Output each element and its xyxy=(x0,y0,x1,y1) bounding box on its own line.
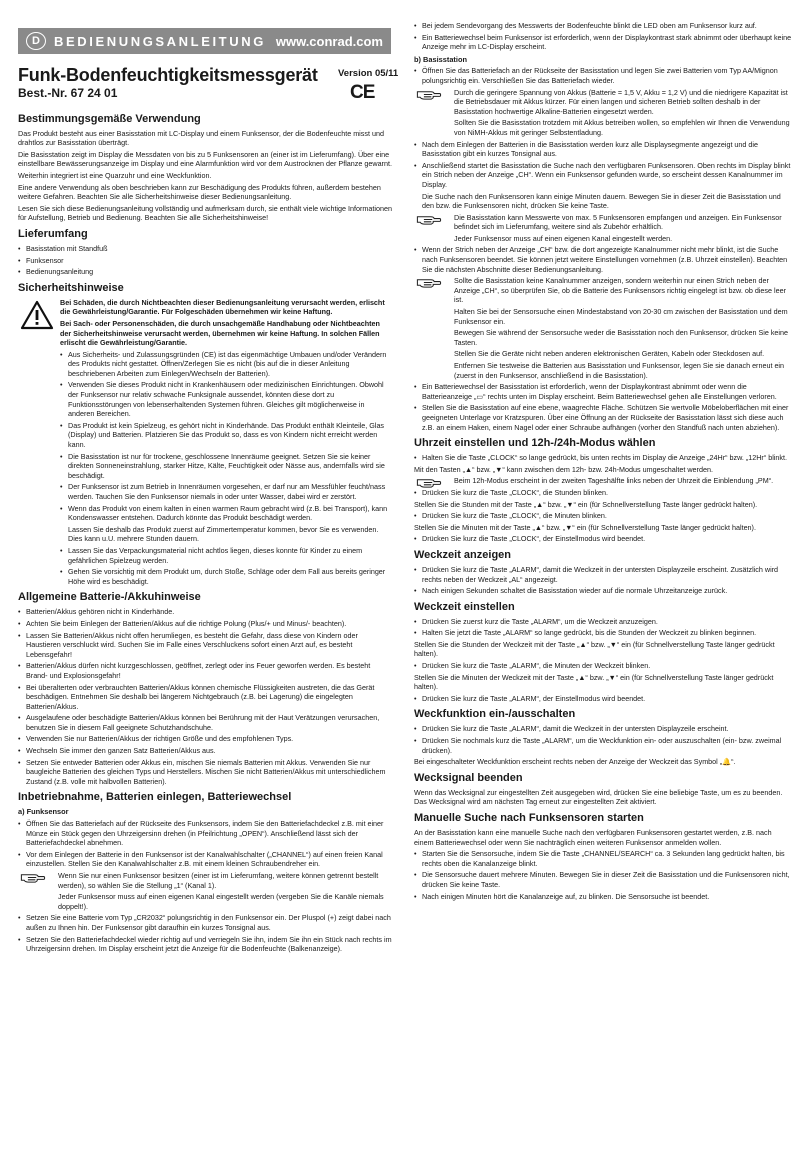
list-item: • Gehen Sie vorsichtig mit dem Produkt um, durch Stoße, Schläge oder dem Fall aus bereits geringer Höhe wird es beschädigt. xyxy=(60,567,392,586)
section-heading: Lieferumfang xyxy=(18,227,88,240)
note-block xyxy=(18,871,392,911)
paragraph: Lassen Sie deshalb das Produkt zuerst auf Zimmertemperatur kommen, bevor Sie es verwenden. Dies kann u.U. mehrere Stunden dauern. xyxy=(68,524,379,544)
version-label: Version 05/11 xyxy=(338,68,399,79)
list-item: • Öffnen Sie das Batteriefach an der Rückseite der Basisstation und legen Sie zwei Batterien vom Typ AA/Mignon polungsrichtig ein. Verschließen Sie das Batteriefach wieder. xyxy=(414,66,792,85)
list-item: • Lassen Sie Batterien/Akkus nicht offen herumliegen, es besteht die Gefahr, dass diese von Kindern oder Haustieren verschluckt wird. Suchen Sie im Falle eines Verschluckens sofort einen Arzt auf, es besteht Lebensgefahr! xyxy=(18,631,392,660)
list-item: • Batterien/Akkus gehören nicht in Kinderhände. xyxy=(18,607,392,617)
section-heading: Weckzeit einstellen xyxy=(414,600,515,613)
list-item: • Setzen Sie den Batteriefachdeckel wieder richtig auf und verriegeln Sie ihn, indem Sie ihn ein Stück nach rechts im Uhrzeigersinn drehen. Im Display erscheint jetzt die Anzeige für die Bodenfeuchte (Balkenanzeige). xyxy=(18,935,392,954)
list-item: • Drücken Sie zuerst kurz die Taste „ALARM“, um die Weckzeit anzuzeigen. xyxy=(414,617,792,627)
paragraph: Sollten Sie die Basisstation trotzdem mit Akkus betreiben wollen, so empfehlen wir Ihnen die Verwendung von NiMH-Akkus mit geringer Selbstentladung. xyxy=(454,118,790,137)
list-item: • Drücken Sie kurz die Taste „ALARM“, damit die Weckzeit in der untersten Displayzeile erscheint. xyxy=(414,724,792,734)
paragraph: Die Basisstation kann Messwerte von max. 5 Funksensoren empfangen und anzeigen. Ein Funksensor befindet sich im Lieferumfang, weitere sind als Zubehör erhältlich. xyxy=(454,212,782,232)
section-heading: Wecksignal beenden xyxy=(414,771,523,784)
paragraph: An der Basisstation kann eine manuelle Suche nach den verfügbaren Funksensoren gestartet werden, z.B. nach einem Batteriewechsel oder wenn Sie nachträglich einen weiteren Funksensor anmelden wollen. xyxy=(414,828,772,847)
note-block xyxy=(414,88,792,138)
paragraph: Entfernen Sie testweise die Batterien aus Basisstation und Funksensor, legen Sie sie danach erneut ein (zuerst in den Funksensor, anschließend in die Basisstation). xyxy=(454,361,785,380)
list-item: • Halten Sie jetzt die Taste „ALARM“ so lange gedrückt, bis die Stunden der Weckzeit zu blinken beginnen. xyxy=(414,628,792,638)
list-item: • Bei jedem Sendevorgang des Messwerts der Bodenfeuchte blinkt die LED oben am Funksensor kurz auf. xyxy=(414,21,792,31)
warning-triangle-icon xyxy=(20,300,54,330)
note-block xyxy=(414,213,792,244)
subsection-heading: a) Funksensor xyxy=(18,807,69,817)
list-item: • Lassen Sie das Verpackungsmaterial nicht achtlos liegen, dieses konnte für Kinder zu einem gefährlichen Spielzeug werden. xyxy=(60,546,392,565)
list-item: • Verwenden Sie nur Batterien/Akkus der richtigen Größe und des empfohlenen Typs. xyxy=(18,734,392,744)
list-item: • Drücken Sie kurz die Taste „CLOCK“, der Einstellmodus wird beendet. xyxy=(414,534,792,544)
list-item: • Nach einigen Sekunden schaltet die Basisstation wieder auf die normale Uhrzeitanzeige zurück. xyxy=(414,586,792,596)
list-item: • Verwenden Sie dieses Produkt nicht in Krankenhäusern oder medizinischen Einrichtungen. Obwohl der Funksensor nur relativ schwache Funksignale aussendet, könnten diese dort zu Funktionsstörungen von lebenserhaltenden Systemen führen. Gleiches gilt möglicherweise in anderen Bereichen. xyxy=(60,380,392,418)
note-block xyxy=(414,476,792,486)
section-heading: Manuelle Suche nach Funksensoren starten xyxy=(414,812,644,824)
paragraph: Stellen Sie die Minuten der Weckzeit mit der Taste „▲“ bzw. „▼“ ein (für Schnellverstellung Taste länger gedrückt halten). xyxy=(414,672,774,692)
paragraph: Halten Sie bei der Sensorsuche einen Mindestabstand von 20-30 cm zwischen der Basisstation und dem Funksensor ein. xyxy=(454,307,788,326)
note-block xyxy=(414,276,792,380)
section-heading: Bestimmungsgemäße Verwendung xyxy=(18,112,201,125)
list-item: • Drücken Sie kurz die Taste „ALARM“, der Einstellmodus wird beendet. xyxy=(414,694,792,704)
paragraph: Durch die geringere Spannung von Akkus (Batterie = 1,5 V, Akku = 1,2 V) und die niedrigere Kapazität ist die Betriebsdauer mit Akkus kürzer. Für einen langen und sicheren Betrieb sollten deshalb in der Basisstation hochwertige Alkaline-Batterien eingesetzt werden. xyxy=(454,87,788,116)
safety-block xyxy=(18,298,392,587)
list-item: • Ein Batteriewechsel der Basisstation ist erforderlich, wenn der Displaykontrast abnimmt oder wenn die Batterieanzeige „▭“ rechts unten im Display erscheint. Beim Batteriewechsel gehen alle Einstellungen verloren. xyxy=(414,382,792,401)
section-heading: Inbetriebnahme, Batterien einlegen, Batteriewechsel xyxy=(18,791,292,804)
header-bar xyxy=(18,28,391,54)
list-item: • Batterien/Akkus dürfen nicht kurzgeschlossen, geöffnet, zerlegt oder ins Feuer geworfen werden. Es besteht Brand- und Explosionsgefahr! xyxy=(18,661,392,680)
battery-list xyxy=(18,607,392,786)
header-title: BEDIENUNGSANLEITUNG xyxy=(54,34,266,49)
paragraph: Bei eingeschalteter Weckfunktion erscheint rechts neben der Anzeige der Weckzeit das Symbol „🔔“. xyxy=(414,757,736,767)
website-link[interactable]: www.conrad.com xyxy=(275,34,383,49)
list-item: • Ein Batteriewechsel beim Funksensor ist erforderlich, wenn der Displaykontrast stark abnimmt oder überhaupt keine Anzeige mehr im LC-Display erscheint. xyxy=(414,33,792,52)
pointing-hand-icon xyxy=(416,213,442,226)
pointing-hand-icon xyxy=(416,276,442,289)
list-item: • Halten Sie die Taste „CLOCK“ so lange gedrückt, bis unten rechts im Display die Anzeige „24Hr“ bzw. „12Hr“ blinkt. xyxy=(414,453,792,463)
list-item: • Nach dem Einlegen der Batterien in die Basisstation werden kurz alle Displaysegmente angezeigt und die Basisstation gibt ein kurzes Tonsignal aus. xyxy=(414,140,792,159)
list-item: • Anschließend startet die Basisstation die Suche nach den verfügbaren Funksensoren. Oben rechts im Display blinkt ein Strich neben der Anzeige „CH“. Wenn ein Funksensor gefunden wurde, so erscheint dessen Kanalnummer im Display. xyxy=(414,161,792,190)
list-item: • Stellen Sie die Basisstation auf eine ebene, waagrechte Fläche. Schützen Sie wertvolle Möbeloberflächen mit einer geeigneten Unterlage vor Kratzspuren. Über eine Öffnung an der Rückseite der Basisstation lässt sich diese auch z.B. an einem Haken, einem Nagel oder einer Schraube aufhängen (vorher den Standfuß nach unten abziehen). xyxy=(414,403,792,432)
article-number: Best.-Nr. 67 24 01 xyxy=(18,86,118,100)
list-item: • Achten Sie beim Einlegen der Batterien/Akkus auf die richtige Polung (Plus/+ und Minus/- beachten). xyxy=(18,619,392,629)
list-item: • Das Produkt ist kein Spielzeug, es gehört nicht in Kinderhände. Das Produkt enthält Kleinteile, Glas (Display) und Batterien. Platzieren Sie das Produkt so, dass es von Kindern nicht erreicht werden kann. xyxy=(60,421,392,450)
product-title: Funk-Bodenfeuchtigkeitsmessgerät xyxy=(18,65,318,85)
section-heading: Weckfunktion ein-/ausschalten xyxy=(414,708,576,721)
list-item: • Wenn der Strich neben der Anzeige „CH“ bzw. die dort angezeigte Kanalnummer nicht mehr blinkt, ist die Suche nach Funksensoren beendet. Sie können jetzt weitere Einstellungen vornehmen (z.B. Uhrzeit einstellen). Beachten Sie die nächsten Abschnitte dieser Bedienungsanleitung. xyxy=(414,245,792,274)
paragraph: Die Suche nach den Funksensoren kann einige Minuten dauern. Bewegen Sie in dieser Zeit die Basisstation und den bzw. die Funksensoren nicht, drücken Sie keine Taste. xyxy=(422,191,781,211)
conrad-d-logo: D xyxy=(26,32,46,50)
list-item: • Öffnen Sie das Batteriefach auf der Rückseite des Funksensors, indem Sie den Batteriefachdeckel z.B. mit einer Münze ein Stück gegen den Uhrzeigersinn drehen (in Pfeilrichtung „OPEN“). Anschließend lässt sich der Batteriefachdeckel abnehmen. xyxy=(18,819,392,848)
list-item: • Setzen Sie eine Batterie vom Typ „CR2032“ polungsrichtig in den Funksensor ein. Der Pluspol (+) zeigt dabei nach außen zu Ihnen hin. Der Funksensor gibt daraufhin ein kurzes Tonsignal aus. xyxy=(18,913,392,932)
list-item: • Aus Sicherheits- und Zulassungsgründen (CE) ist das eigenmächtige Umbauen und/oder Verändern des Produkts nicht gestattet. Öffnen/Zerlegen Sie es nicht (bis auf die in dieser Anleitung beschriebenen Arbeiten zum Einlegen/Wechseln der Batterien). xyxy=(60,350,392,379)
paragraph: Bewegen Sie während der Sensorsuche weder die Basisstation noch den Funksensor, drücken Sie keine Tasten. xyxy=(454,328,789,347)
pointing-hand-icon xyxy=(20,871,46,884)
paragraph: Das Produkt besteht aus einer Basisstation mit LC-Display und einem Funksensor, der die Bodenfeuchte misst und drahtlos zur Basisstation überträgt. xyxy=(18,128,384,148)
paragraph: Stellen Sie die Stunden mit der Taste „▲“ bzw. „▼“ ein (für Schnellverstellung Taste länger gedrückt halten). xyxy=(414,499,758,509)
paragraph: Stellen Sie die Minuten mit der Taste „▲“ bzw. „▼“ ein (für Schnellverstellung Taste länger gedrückt halten). xyxy=(414,522,756,532)
paragraph: Wenn Sie nur einen Funksensor besitzen (einer ist im Lieferumfang, weitere können getrennt bestellt werden), so wählen Sie die Stellung „1“ (Kanal 1). xyxy=(58,871,379,890)
paragraph: Sollte die Basisstation keine Kanalnummer anzeigen, sondern weiterhin nur einen Strich neben der Anzeige „CH“, so überprüfen Sie, ob die Batterie des Funksensors richtig eingelegt ist bzw. ob diese leer ist. xyxy=(454,276,787,305)
list-item: • Setzen Sie entweder Batterien oder Akkus ein, mischen Sie niemals Batterien mit Akkus. Verwenden Sie nur baugleiche Batterien des gleichen Typs und Herstellers. Mischen Sie nicht Batterien/Akkus mit unterschiedlichem Zustand (z.B. volle mit halbvollen Batterien). xyxy=(18,758,392,787)
list-item: • Die Basisstation ist nur für trockene, geschlossene Innenräume geeignet. Setzen Sie sie keiner direkten Sonneneinstrahlung, starker Hitze, Kälte, Feuchtigkeit oder Nässe aus, andernfalls wird sie beschädigt. xyxy=(60,452,392,481)
paragraph: Bei Sach- oder Personenschäden, die durch unsachgemäße Handhabung oder Nichtbeachten der Sicherheitshinweise verursacht werden, übernehmen wir keine Haftung. In solchen Fällen erlischt die Gewährleistung/Garantie. xyxy=(60,318,380,348)
section-heading: Sicherheitshinweise xyxy=(18,281,124,294)
pointing-hand-icon xyxy=(416,88,442,101)
list-item: • Drücken Sie kurz die Taste „CLOCK“, die Minuten blinken. xyxy=(414,511,792,521)
paragraph: Die Basisstation zeigt im Display die Messdaten von bis zu 5 Funksensoren an (einer ist im Lieferumfang). Über eine einstellbare Bewässerungsanzeige im Display und eine Alarmfunktion wird vor dem Austrocknen der Pflanze gewarnt. xyxy=(18,149,392,169)
subsection-heading: b) Basisstation xyxy=(414,54,467,64)
paragraph: Wenn das Wecksignal zur eingestellten Zeit ausgegeben wird, drücken Sie eine beliebige Taste, um es zu beenden. Das Wecksignal wird am nächsten Tag erneut zur eingestellten Zeit aktiviert. xyxy=(414,787,783,807)
list-item: • Wenn das Produkt von einem kalten in einen warmen Raum gebracht wird (z.B. bei Transport), kann Kondenswasser entstehen. Dadurch könnte das Produkt beschädigt werden. xyxy=(60,504,392,523)
ce-mark: CE xyxy=(350,82,375,103)
list-item: • Drücken Sie nochmals kurz die Taste „ALARM“, um die Weckfunktion ein- oder auszuschalten (ein- bzw. zweimal drücken). xyxy=(414,736,792,755)
paragraph: Weiterhin integriert ist eine Quarzuhr und eine Weckfunktion. xyxy=(18,170,212,180)
paragraph: Lesen Sie sich diese Bedienungsanleitung vollständig und aufmerksam durch, sie enthält viele wichtige Informationen für Aufstellung, Betrieb und Bedienung. Beachten Sie alle Sicherheitshinweise! xyxy=(18,203,392,223)
right-column xyxy=(414,21,792,903)
list-item: • Bei überalterten oder verbrauchten Batterien/Akkus können chemische Flüssigkeiten austreten, die das Gerät beschädigen. Entnehmen Sie deshalb bei längerem Nichtgebrauch (z.B. bei Lagerung) die eingelegten Batterien/Akkus. xyxy=(18,683,392,712)
list-item: • Die Sensorsuche dauert mehrere Minuten. Bewegen Sie in dieser Zeit die Basisstation und die Funksensoren nicht, drücken Sie keine Taste. xyxy=(414,870,792,889)
list-item: • Funksensor xyxy=(18,256,392,266)
paragraph: Mit den Tasten „▲“ bzw. „▼“ kann zwischen dem 12h- bzw. 24h-Modus umgeschaltet werden. xyxy=(414,464,713,474)
paragraph: Bei Schäden, die durch Nichtbeachten dieser Bedienungsanleitung verursacht werden, erlischt die Gewährleistung/Garantie. Für Folgeschäden übernehmen wir keine Haftung. xyxy=(60,297,385,317)
list-item: • Ausgelaufene oder beschädigte Batterien/Akkus können bei Berührung mit der Haut Verätzungen verursachen, benutzen Sie in diesem Fall geeignete Schutzhandschuhe. xyxy=(18,713,392,732)
list-item: • Basisstation mit Standfuß xyxy=(18,244,392,254)
paragraph: Beim 12h-Modus erscheint in der zweiten Tageshälfte links neben der Uhrzeit die Einblendung „PM“. xyxy=(454,476,774,486)
delivery-list xyxy=(18,244,392,277)
list-item: • Drücken Sie kurz die Taste „ALARM“, die Minuten der Weckzeit blinken. xyxy=(414,661,792,671)
list-item: • Der Funksensor ist zum Betrieb in Innenräumen vorgesehen, er darf nur am Messfühler feucht/nass werden. Tauchen Sie den Funksensor niemals in oder unter Wasser, dabei wird er zerstört. xyxy=(60,482,392,501)
section-heading: Uhrzeit einstellen und 12h-/24h-Modus wählen xyxy=(414,437,656,450)
paragraph: Jeder Funksensor muss auf einen eigenen Kanal eingestellt werden (vergeben Sie die Kanäle niemals doppelt!). xyxy=(58,892,384,911)
list-item: • Bedienungsanleitung xyxy=(18,267,392,277)
paragraph: Jeder Funksensor muss auf einen eigenen Kanal eingestellt werden. xyxy=(454,233,673,243)
section-heading: Weckzeit anzeigen xyxy=(414,548,511,561)
paragraph: Eine andere Verwendung als oben beschrieben kann zur Beschädigung des Produkts führen, außerdem bestehen weitere Gefahren. Beachten Sie alle Sicherheitshinweise dieser Bedienungsanleitung. xyxy=(18,182,381,202)
list-item: • Vor dem Einlegen der Batterie in den Funksensor ist der Kanalwahlschalter („CHANNEL“) auf einen freien Kanal einzustellen. Stellen Sie den Kanalwahlschalter z.B. mit einem kleinen Schraubendreher ein. xyxy=(18,850,392,869)
list-item: • Starten Sie die Sensorsuche, indem Sie die Taste „CHANNEL/SEARCH“ ca. 3 Sekunden lang gedrückt halten, bis rechts oben die Kanalanzeige blinkt. xyxy=(414,849,792,868)
paragraph: Stellen Sie die Geräte nicht neben anderen elektronischen Geräten, Kabeln oder Steckdosen auf. xyxy=(454,349,765,359)
list-item: • Drücken Sie kurz die Taste „CLOCK“, die Stunden blinken. xyxy=(414,488,792,498)
paragraph: Stellen Sie die Stunden der Weckzeit mit der Taste „▲“ bzw. „▼“ ein (für Schnellverstellung Taste länger gedrückt halten). xyxy=(414,639,775,659)
list-item: • Nach einigen Minuten hört die Kanalanzeige auf, zu blinken. Die Sensorsuche ist beendet. xyxy=(414,892,792,902)
left-column xyxy=(18,64,392,956)
list-item: • Wechseln Sie immer den ganzen Satz Batterien/Akkus aus. xyxy=(18,746,392,756)
section-heading: Allgemeine Batterie-/Akkuhinweise xyxy=(18,591,201,604)
list-item: • Drücken Sie kurz die Taste „ALARM“, damit die Weckzeit in der untersten Displayzeile erscheint. Zusätzlich wird rechts neben der Weckzeit „AL“ angezeigt. xyxy=(414,565,792,584)
